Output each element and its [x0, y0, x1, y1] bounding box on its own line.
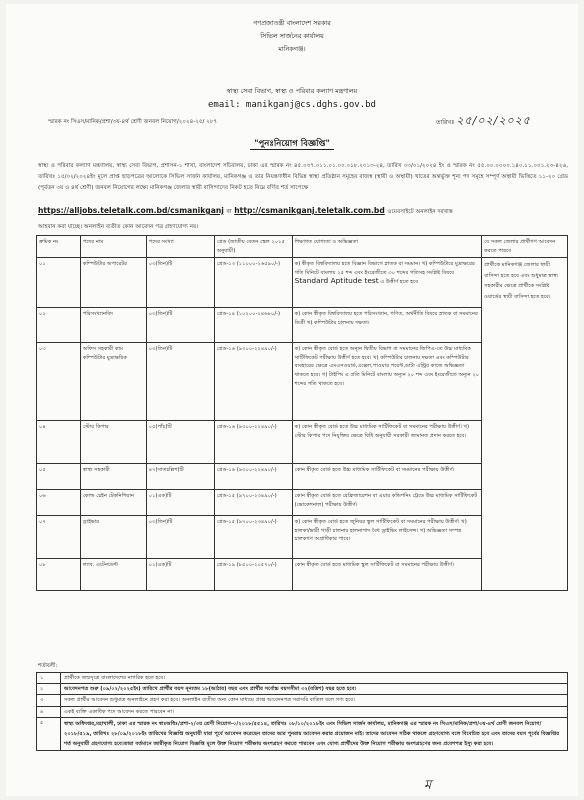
- row-serial: ০৭: [37, 516, 81, 559]
- header-office: সিভিল সার্জনের কার্যালয়: [260, 32, 324, 40]
- condition-text: আবেদনপত্র শুরু (০৯/০২/২০২৫ইং) তারিখে প্রার্থীর বয়স নূন্যতম ১৮(আঠার) বছর এবং প্রার্থীর সর্বোচ্চ বয়সসীমা ৩২(বত্রিশ) বছর হতে হবে।: [61, 684, 568, 695]
- memo-number: স্মারক নং সিএস/মানিক/প্রশা/৩য়-৪র্থ শ্রেণী জনবল নিয়োগ/২০২৪-২৫/ ২৮৭: [48, 119, 218, 125]
- intro-paragraph: স্বাস্থ্য ও পরিবার কল্যাণ মন্ত্রণালয়, স্বাস্থ্য সেবা বিভাগ, প্রশাসন-১ শাখা, বাংলাদেশ সচিবালয়, ঢাকা এর স্মারক নং ৪৫.০৩৭.০১১.০১.০০.০১৮.২০১৩-২৪, তারিখ ০৩/০১/২০২৪ ইং ও স্মারক নং ৫৫.০০.০০০০.১৪০.১১.০০১.২৩-৪২৬, তারিখঃ ১৫/০২/২০২৪ইং মূলে প্রাপ্ত ছাড়পত্রের আলোকে সিভিল সার্জন কার্যালয়, মানিকগঞ্জ ও তার নিয়ন্ত্রণাধীন বিভিন্ন স্বাস্থ্য প্রতিষ্ঠান সমূহের রাজস্ব (স্থায়ী ও অস্থায়ী) খাতের অন্তর্ভুক্ত শূন্য পদ সমূহে সম্পূর্ণ অস্থায়ী ভিত্তিতে ১১-২০ গ্রেড (পূর্বতন ৩য় ও ৪র্থ শ্রেণী) জনবল নিয়োগের লক্ষ্যে মানিকগঞ্জ জেলার স্থায়ী বাসিন্দাদের নিকট হতে নিম্নে বর্ণিত শর্ত সাপেক্ষে: [38, 163, 568, 191]
- notice-title: "পুনঃনিয়োগ বিজ্ঞপ্তি": [6, 137, 578, 151]
- condition-number: ৩: [37, 695, 61, 706]
- row-grade: গ্রেড-১৫ (৯৭০০-২৩৪৯০/-): [214, 516, 292, 559]
- header-post-count: পদের সংখ্যা: [146, 236, 214, 258]
- row-grade: গ্রেড-১৫ (৯৭০০-২৩৪৯০/-): [214, 490, 292, 516]
- date-label: তারিখঃ: [436, 119, 455, 126]
- row-post-count: ০৩(তিন)টি: [146, 516, 214, 559]
- row-serial: ০৫: [37, 464, 81, 490]
- aptitude-test-text: Standard Aptitude test: [294, 276, 379, 286]
- row-post-count: ৪৭(সাতচল্লিশ)টি: [146, 464, 214, 490]
- row-serial: ০২: [37, 308, 81, 343]
- row-grade: গ্রেড-১৬ (৯৩০০-২২৪৯০/-): [214, 343, 292, 421]
- row-post-count: ০৩(তিন)টি: [146, 308, 214, 343]
- application-links: [38, 206, 568, 217]
- conditions-table: [36, 672, 568, 751]
- header-qualification: শিক্ষাগত যোগ্যতা ও অভিজ্ঞতা: [292, 236, 482, 258]
- signature: ম: [424, 778, 432, 793]
- row-serial: ০১: [37, 258, 81, 308]
- row-post-name: ড্রাইভার: [80, 516, 146, 559]
- condition-number: ২: [37, 684, 61, 695]
- row-serial: ০৪: [37, 421, 81, 464]
- row-post-name: কোল্ড চেইন টেকনিশিয়ান: [80, 490, 146, 516]
- link-suffix: ওয়েবসাইটে অনলাইন দরখাস্ত: [387, 209, 453, 215]
- eligibility-cell: প্রার্থীকে মানিকগঞ্জ জেলার স্থায়ী বাসিন্দা হতে হবে এবং শুধুমাত্র স্বাস্থ্য সহকারীর ক্ষেত্রে প্রার্থীকে সংশ্লিষ্ট ওয়ার্ডের স্থায়ী বাসিন্দা হতে হবে।: [482, 258, 568, 591]
- condition-text: একই ব্যক্তি একাধিক পদে আবেদন করতে পারবেন না।: [61, 706, 568, 717]
- header-grade: গ্রেড (জাতীয় বেতন স্কেল ২০১৫ অনুযায়ী): [214, 236, 292, 258]
- row-qualification: ক) কোন স্বীকৃত বোর্ড হতে উচ্চ মাধ্যমিক সার্টিফিকেট বা সমমানের পরীক্ষায় উত্তীর্ণ। খ) স্টোর কিপার পদে নিযুক্তির ক্ষেত্রে বিধি অনুযায়ী সরকারী জামানত প্রদান করতে হবে।: [292, 421, 482, 464]
- row-qualification: কোন স্বীকৃত বোর্ড হতে রেফ্রিজারেশন বা এয়ার কন্ডিশনিং ট্রেডে উচ্চ মাধ্যমিক সার্টিফিকেট (ভোকেশনাল) পরীক্ষায় উত্তীর্ণ।: [292, 490, 482, 516]
- office-email: email: manikganj@cs.dghs.gov.bd: [208, 100, 376, 110]
- row-grade: গ্রেড-১৪ (১০২০০-২৪৬৮০/-): [214, 308, 292, 343]
- header-post-name: পদের নাম: [80, 236, 146, 258]
- online-only-note: আহবান করা যাচ্ছে। অনলাইন ব্যতীত কোন আবেদন পত্র গ্রহণযোগ্য নয়।: [38, 224, 199, 230]
- row-qualification: কোন স্বীকৃত বোর্ড হতে মাধ্যমিক স্কুল সার্টিফিকেট বা সমমানের পরীক্ষায় উত্তীর্ণ।: [292, 559, 482, 591]
- link-csmanikganj[interactable]: http://csmanikganj.teletalk.com.bd: [234, 206, 385, 215]
- vacancy-table: [36, 235, 568, 591]
- notice-page: [6, 4, 578, 796]
- header-govt: গণপ্রজাতন্ত্রী বাংলাদেশ সরকার: [253, 19, 331, 27]
- row-post-count: ০৩(তিন)টি: [146, 343, 214, 421]
- header-serial: ক্রমিক নং: [37, 236, 81, 258]
- row-serial: ০৩: [37, 343, 81, 421]
- row-qualification: ক) স্বীকৃত বিশ্ববিদ্যালয় হতে বিজ্ঞান বিভাগে স্নাতক বা সমমান। খ) কম্পিউটারে মুদ্রাক্ষরের গতি মিনিটে বাংলায় ২৫ শব্দ এবং ইংরেজীতে ৩০ শব্দের গতিসহ সংশ্লিষ্ট বিষয়ে Standard Aptitude test এ উত্তীর্ণ হতে হবে: [292, 258, 482, 308]
- condition-number: ৪: [37, 706, 61, 717]
- row-grade: গ্রেড-১৬ (৯৩০০-২২৪৯০/-): [214, 464, 292, 490]
- table-header-row: [37, 236, 568, 258]
- row-qualification: কোন স্বীকৃত বোর্ড হতে উচ্চ মাধ্যমিক সার্টিফিকেট বা সমমানের পরীক্ষায় উত্তীর্ণ।: [292, 464, 482, 490]
- header-district: মানিকগঞ্জ।: [278, 45, 306, 53]
- row-serial: ০৬: [37, 490, 81, 516]
- header-ministry: স্বাস্থ্য সেবা বিভাগ, স্বাস্থ্য ও পরিবার কল্যাণ মন্ত্রণালয়: [226, 87, 358, 95]
- condition-text: সকল প্রার্থীর আবেদন শুধুমাত্র অনলাইনে গ্রহণ করা হবে। অনলাইন ব্যতীত অন্য কোন মাধ্যমে প্রাপ্ত আবেদনপত্র সরাসরি বাতিল বলে গণ্য হবে।: [61, 695, 568, 706]
- row-grade: গ্রেড-১৬ (৯৩০০-২২৪৯০/-): [214, 421, 292, 464]
- link-alljobs[interactable]: https://alljobs.teletalk.com.bd/csmanikganj: [38, 206, 224, 215]
- link-connector: বা: [226, 208, 232, 215]
- condition-row: [37, 706, 568, 717]
- row-qualification: ক) কোন স্বীকৃত বোর্ড হতে অন্যূন দ্বিতীয় বিভাগ বা সমমানের জিপিএ-তে উচ্চ মাধ্যমিক সার্টিফিকেট পরীক্ষায় উত্তীর্ণ হতে হবে। খ) কম্পিউটার চালনায় দক্ষতা এবং কম্পিউটার ব্যবহারের ক্ষেত্রে এমএসওয়ার্ড,এক্সেল,পাওয়ার পয়েন্ট,ডাটা এন্ট্রির কাজে অভিজ্ঞতা থাকতে হবে। গ) টাইপিং এ প্রতি মিনিটে বাংলায় অন্যূন ২০ শব্দ এবং ইংরেজীতে অন্যূন ২০ শব্দের গতি থাকতে হবে।: [292, 343, 482, 421]
- row-post-name: কম্পিউটার অপারেটর: [80, 258, 146, 308]
- row-post-count: ০৫(পাঁচ)টি: [146, 421, 214, 464]
- memo-date: [436, 112, 531, 131]
- conditions-title: শর্তাবলী:: [38, 663, 58, 669]
- row-post-count: ০১(এক)টি: [146, 559, 214, 591]
- condition-row: [37, 695, 568, 706]
- row-grade: গ্রেড-১৯ (৮৫০০-২০৫৭০/-): [214, 559, 292, 591]
- row-post-name: পরিসংখ্যানবিদ: [80, 308, 146, 343]
- row-post-name: স্বাস্থ্য সহকারী: [80, 464, 146, 490]
- condition-row: [37, 673, 568, 684]
- condition-text: স্বাস্থ্য অধিদপ্তর,মহাখালী, ঢাকা এর স্মারক নং স্বাঃঅধিঃ/প্রশা-২/৩য় শ্রেণী নিয়োগ-০/২০১৮/৫৫১৪, তারিখঃ ০৮/১০/২০১৮ইং এবং সিভিল সার্জন কার্যালয়, মানিকগঞ্জ এর স্মারক নং সিএস/মানিক/প্রশা/৩য়-৪র্থ শ্রেণী জনবল নিয়োগ/২০১৮/৫১৯, তারিখঃ ২৮/০৯/২০১৮ইং তারিখের বিজ্ঞপ্তি অনুযায়ী যারা পূর্বে আবেদন করেছেন তাদের আর পুনরায় আবেদন করার প্রয়োজন নাই। তাদের আবেদন সঠিক থাকলে গ্রহণযোগ্য বলে বিবেচিত হবে এবং তাদের বয়স পূর্বের বিজ্ঞপ্তির শর্ত অনুযায়ী গ্রহণযোগ্য হবে।তারা বর্তমানে জারীকৃত নিয়োগ বিজ্ঞপ্তি মূলে উক্ত নিয়োগ পরীক্ষায় অংশগ্রহণ করতে পারবেন এবং যোগ্য প্রার্থীদের উক্ত নিয়োগ পরীক্ষায় অংশগ্রহণের জন্য প্রবেশপত্র ইস্যু করা হবে।: [61, 717, 568, 750]
- condition-number: ১: [37, 673, 61, 684]
- condition-number: ৫: [37, 717, 61, 750]
- row-post-name: স্টোর কিপার: [80, 421, 146, 464]
- row-qualification: ক) কোন স্বীকৃত বিশ্ববিদ্যালয় হতে পরিসংখ্যান, গণিত, অর্থনীতি বিষয়ে স্নাতক বা সমমানের ডিগ্রী খ) কম্পিউটার চালনায় দক্ষতা।: [292, 308, 482, 343]
- condition-text: প্রার্থীকে জন্মসূত্রে বাংলাদেশের নাগরিক হতে হবে।: [61, 673, 568, 684]
- row-qualification: ক) কোন স্বীকৃত বোর্ড হতে জুনিয়র স্কুল সার্টিফিকেট বা সমমানের পরীক্ষায় উত্তীর্ণ। খ) হালকা/ভারী গাড়ী চালনার হালনাগাদ বৈধ ড্রাইভিং লাইসেন্স। গ) অভিজ্ঞতা সম্পন্ন চালকগণ অগ্রাধিকার পাবে।: [292, 516, 482, 559]
- row-grade: গ্রেড-১৩ (১১০০০-২৬৫৯০/-): [214, 258, 292, 308]
- row-post-name: ল্যাব. এটেনডেন্ট: [80, 559, 146, 591]
- row-post-count: ০৩(তিন)টি: [146, 258, 214, 308]
- row-post-count: ০১(এক)টি: [146, 490, 214, 516]
- condition-row: [37, 717, 568, 750]
- condition-row: [37, 684, 568, 695]
- header-eligible-district: যে সকল জেলার প্রার্থীগণ আবেদন করতে পারবে: [482, 236, 568, 258]
- row-post-name: অফিস সহকারী কাম কম্পিউটার মুদ্রাক্ষরিক: [80, 343, 146, 421]
- date-value: ২৫/০২/২০২৫: [456, 114, 531, 127]
- row-serial: ০৮: [37, 559, 81, 591]
- table-row: [37, 258, 568, 308]
